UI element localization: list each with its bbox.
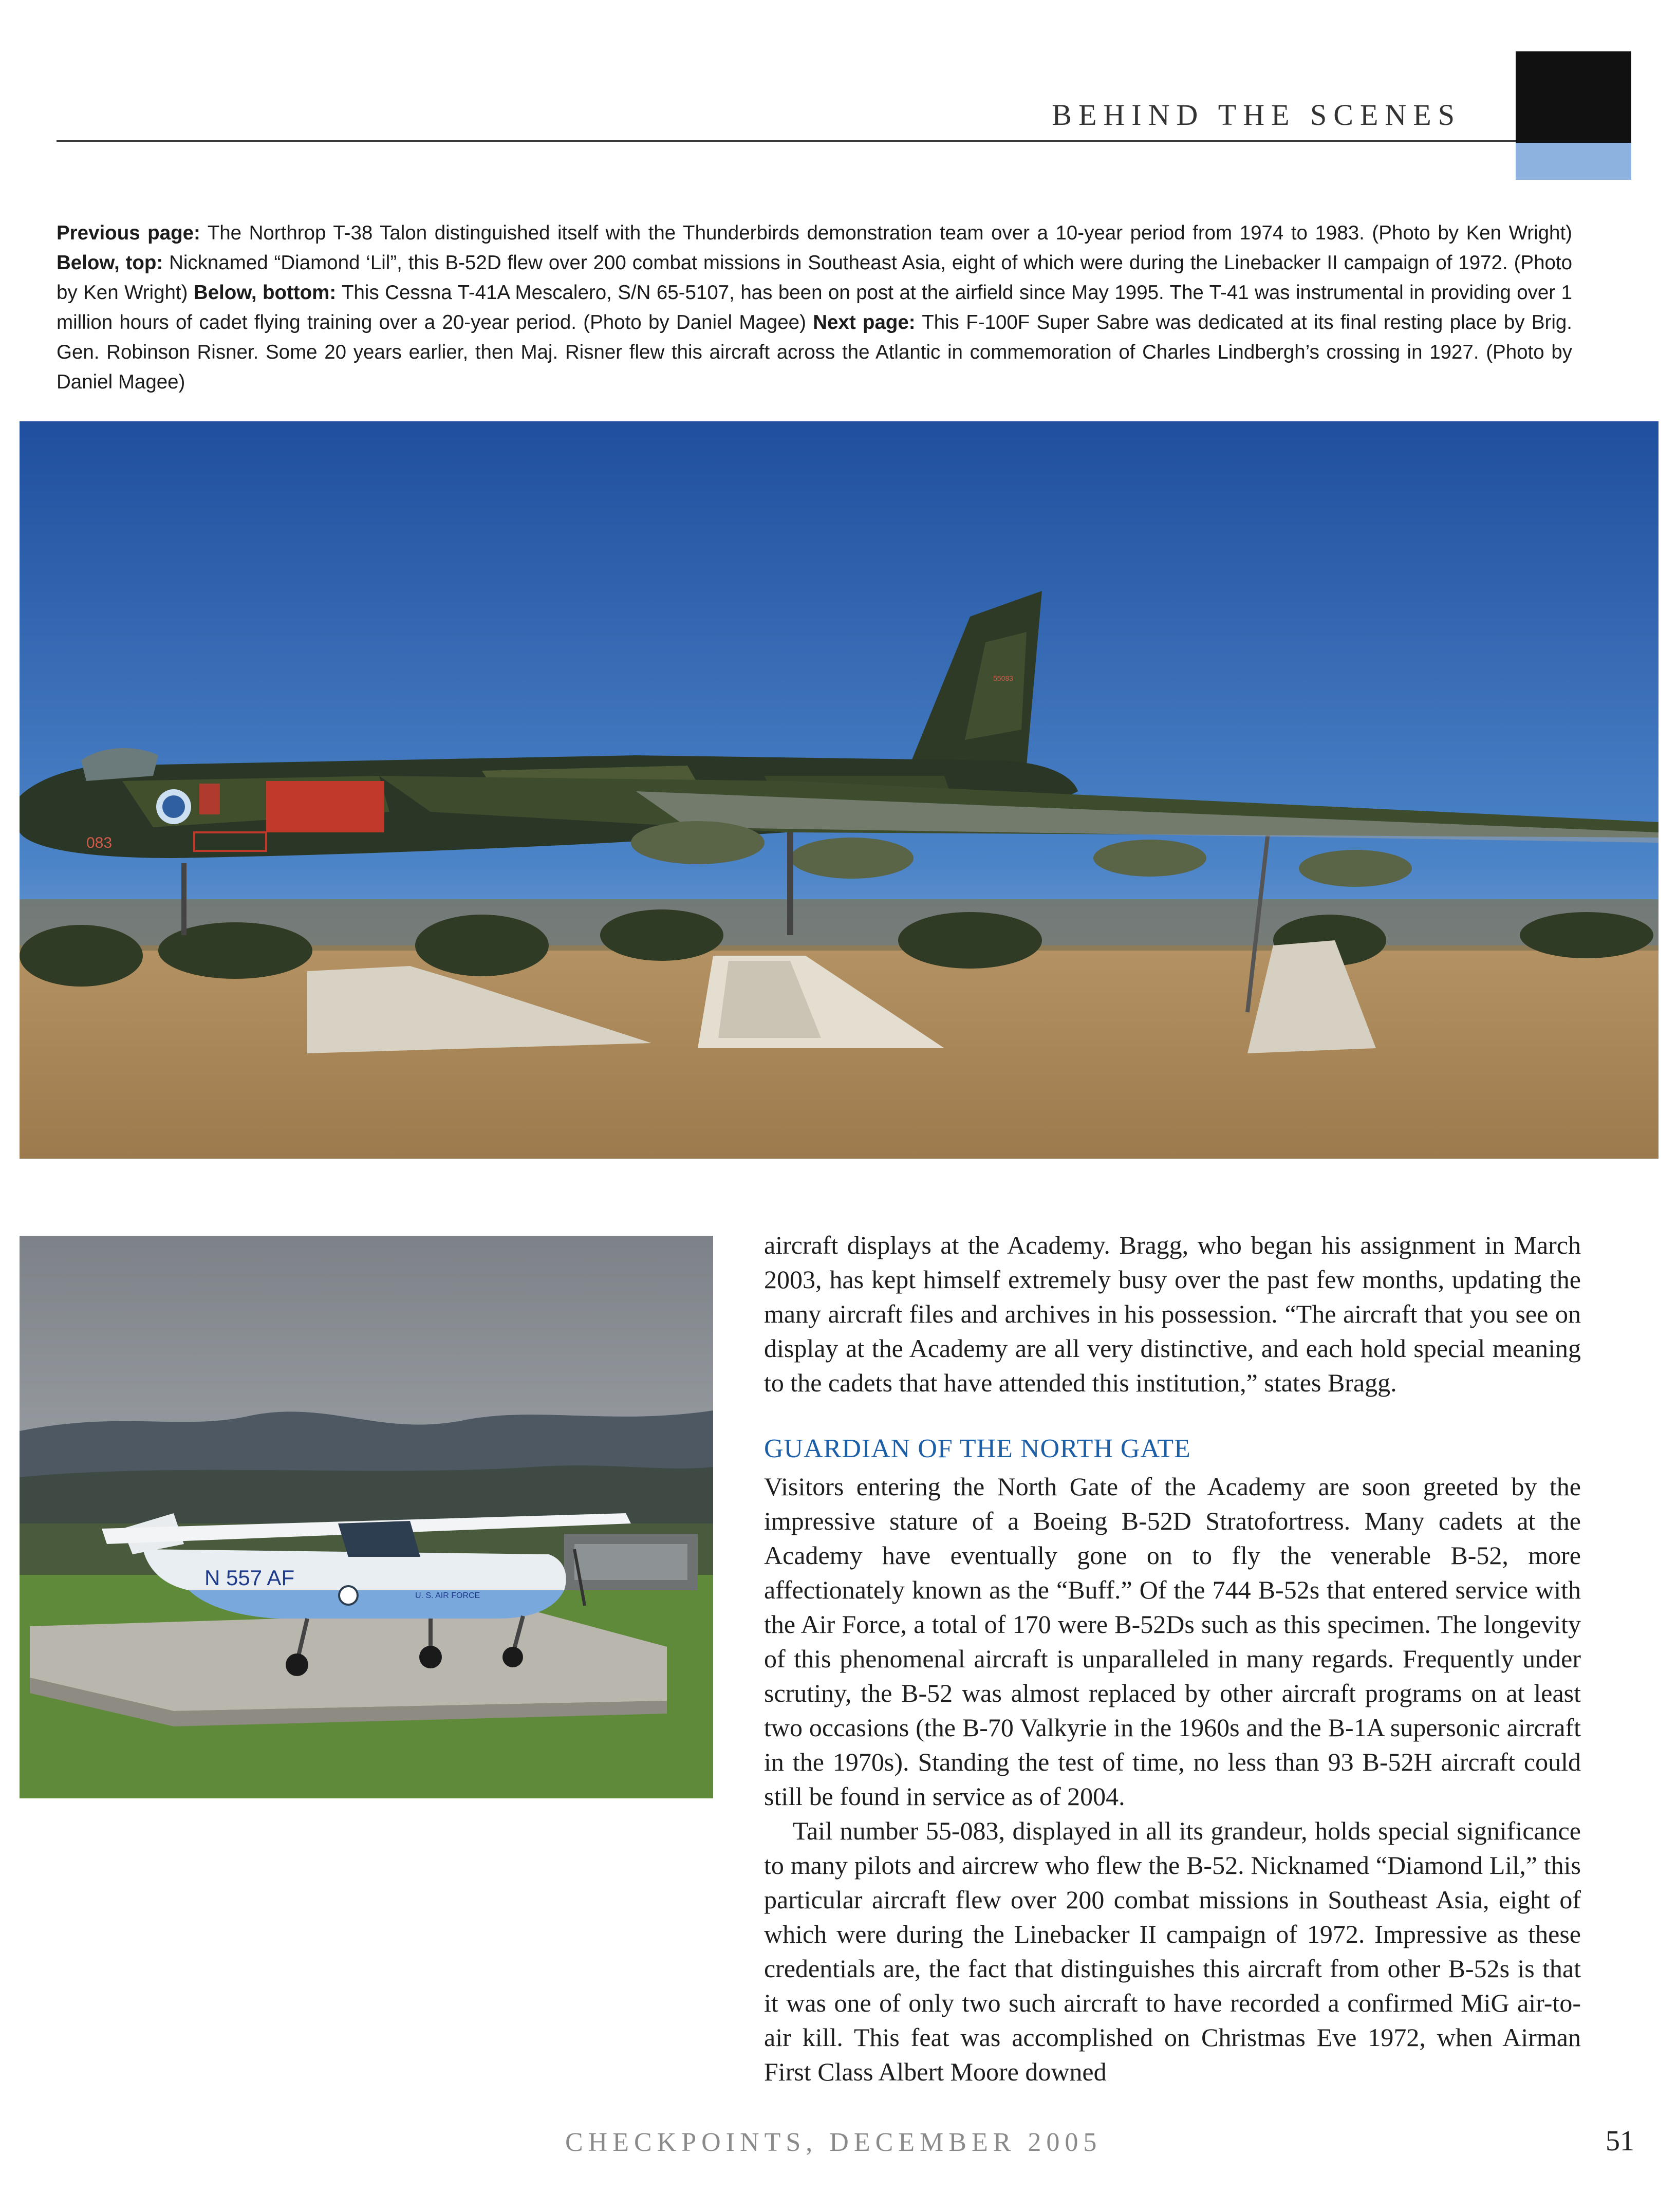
paragraph-2-text: Visitors entering the North Gate of the Academy are soon greeted by the impressive stature of a Boeing B-52D Stratofortress. Many cadets at the Academy have eventually gone on to fly the venerable B-52, more affectionately known as the “Buff.” Of the 744 B-52s that entered service with the Air Force, a total of 170 were B-52Ds such as this specimen. The longevity of this phenomenal aircraft is unparalleled in many regards. Frequently under scrutiny, the B-52 was almost replaced by other aircraft programs on at least two occasions (the B-70 Valkyrie in the 1960s and the B-1A supersonic aircraft in the 1970s). Standing the test of time, no less than 93 B-52H aircraft could still be found in service as of 2004. <box>764 1472 1581 1811</box>
footer-publication: CHECKPOINTS, DECEMBER 2005 <box>565 2128 1102 2157</box>
section-title: BEHIND THE SCENES <box>1052 98 1461 132</box>
article-paragraph-1 <box>764 1228 1581 1400</box>
caption-label-previous: Previous page: <box>57 222 200 244</box>
caption-text-next: This F-100F Super Sabre was dedicated at its final resting place by Brig. Gen. Robinson Risner. Some 20 years earlier, then Maj. Risner flew this aircraft across the Atlantic in commemoration of Charles Lindbergh’s crossing in 1927. (Photo by Daniel Magee) <box>57 311 1573 393</box>
article-paragraphs <box>764 1470 1581 2089</box>
paragraph-3-text: Tail number 55-083, displayed in all its grandeur, holds special significance to many pilots and aircrew who flew the B-52. Nicknamed “Diamond Lil,” this particular aircraft flew over 200 combat missions in Southeast Asia, eight of which were during the Linebacker II campaign of 1972. Impressive as these credentials are, the fact that distinguishes this aircraft from other B-52s is that it was one of only two such aircraft to have recorded a confirmed MiG air-to-air kill. This feat was accomplished on Christmas Eve 1972, when Airman First Class Albert Moore downed <box>764 1816 1581 2086</box>
section-subhead: GUARDIAN OF THE NORTH GATE <box>764 1434 1191 1463</box>
header-rule <box>57 140 1557 142</box>
cessna-side-text: U. S. AIR FORCE <box>415 1591 480 1600</box>
page-number: 51 <box>1606 2125 1634 2157</box>
caption-text-below-top: Nicknamed “Diamond ‘Lil”, this B-52D flew over 200 combat missions in Southeast Asia, eight of which were during the Linebacker II campaign of 1972. (Photo by Ken Wright) <box>57 252 1572 304</box>
b52-illustration <box>20 421 1659 1159</box>
header-accent-blue <box>1516 143 1631 180</box>
cessna-illustration <box>20 1236 713 1798</box>
header-accent-black <box>1516 51 1631 143</box>
cessna-photo <box>20 1236 713 1798</box>
b52-photo <box>20 421 1659 1159</box>
caption-text-previous: The Northrop T-38 Talon distinguished itself with the Thunderbirds demonstration team over a 10-year period from 1974 to 1983. (Photo by Ken Wright) <box>200 222 1572 244</box>
photo-caption <box>57 218 1572 397</box>
caption-label-below-top: Below, top: <box>57 252 163 274</box>
caption-text-below-bottom: This Cessna T-41A Mescalero, S/N 65-5107, has been on post at the airfield since May 1995. The T-41 was instrumental in providing over 1 million hours of cadet flying training over a 20-year period. (Photo by Daniel Magee) <box>57 282 1572 333</box>
cessna-registration: N 557 AF <box>204 1566 295 1590</box>
b52-tail-number: 55083 <box>993 674 1013 682</box>
b52-nose-number: 083 <box>86 834 113 851</box>
caption-label-next: Next page: <box>813 311 916 333</box>
paragraph-1-text: aircraft displays at the Academy. Bragg, who began his assignment in March 2003, has kept himself extremely busy over the past few months, updating the many aircraft files and archives in his possession. “The aircraft that you see on display at the Academy are all very distinctive, and each hold special meaning to the cadets that have attended this institution,” states Bragg. <box>764 1231 1581 1397</box>
caption-label-below-bottom: Below, bottom: <box>193 282 337 304</box>
b52-nose-emblem <box>156 789 191 824</box>
